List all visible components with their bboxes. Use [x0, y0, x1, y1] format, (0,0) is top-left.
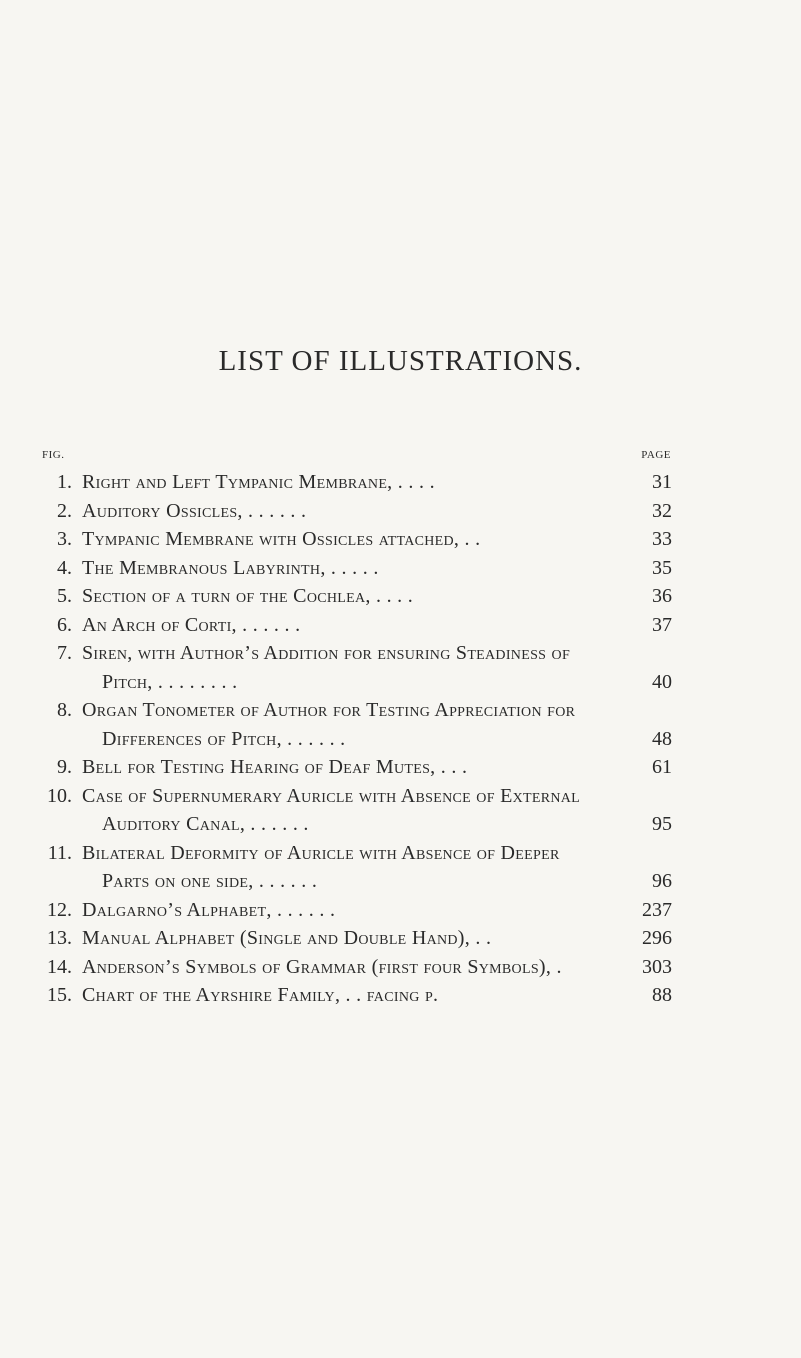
page-number: 32 — [652, 499, 672, 522]
page-number: 40 — [652, 670, 672, 693]
list-item — [42, 497, 672, 526]
page-number: 36 — [652, 585, 672, 607]
page-number: 303 — [642, 955, 672, 978]
page-number: 61 — [652, 756, 672, 778]
figure-caption: Bell for Testing Hearing of Deaf Mutes, . . . — [82, 756, 468, 778]
page-number: 88 — [652, 984, 672, 1006]
figure-caption-continued: Parts on one side, . . . . . . — [102, 870, 318, 892]
list-item — [42, 639, 672, 696]
fig-column-header: FIG. — [42, 449, 65, 461]
list-item — [42, 525, 672, 554]
list-item — [42, 953, 672, 982]
list-item — [42, 753, 672, 782]
list-item — [42, 696, 672, 753]
figure-number: 6. — [57, 613, 72, 636]
figure-caption: Anderson’s Symbols of Grammar (first four Symbols), . — [82, 955, 562, 978]
figure-caption: Organ Tonometer of Author for Testing Appreciation for — [82, 699, 576, 721]
page-number: 48 — [652, 727, 672, 750]
figure-number: 13. — [47, 927, 72, 949]
figure-number: 14. — [47, 955, 72, 978]
page-number: 95 — [652, 813, 672, 835]
figure-number: 5. — [57, 585, 72, 607]
list-item — [42, 839, 672, 896]
page-number: 31 — [652, 471, 672, 493]
figure-caption: Chart of the Ayrshire Family, . . facing p. — [82, 984, 439, 1006]
figure-caption: Bilateral Deformity of Auricle with Absence of Deeper — [82, 841, 560, 864]
page-column-header: PAGE — [641, 449, 671, 461]
figure-caption: Section of a turn of the Cochlea, . . . . — [82, 585, 414, 607]
figure-caption: Siren, with Author’s Addition for ensuring Steadiness of — [82, 642, 571, 664]
figure-number: 2. — [57, 499, 72, 522]
list-item — [42, 782, 672, 839]
illustrations-list — [42, 468, 672, 1010]
list-item — [42, 468, 672, 497]
figure-caption: Case of Supernumerary Auricle with Absence of External — [82, 784, 581, 807]
figure-number: 4. — [57, 556, 72, 579]
figure-caption: The Membranous Labyrinth, . . . . . — [82, 556, 379, 579]
figure-caption: Right and Left Tympanic Membrane, . . . . — [82, 471, 435, 493]
figure-caption: Dalgarno’s Alphabet, . . . . . . — [82, 898, 336, 921]
list-item — [42, 981, 672, 1010]
figure-caption-continued: Auditory Canal, . . . . . . — [102, 813, 309, 835]
list-item — [42, 896, 672, 925]
list-item — [42, 554, 672, 583]
figure-number: 11. — [47, 841, 72, 864]
page-number: 35 — [652, 556, 672, 579]
figure-number: 15. — [47, 984, 72, 1006]
figure-caption: Tympanic Membrane with Ossicles attached, . . — [82, 528, 481, 550]
figure-caption: Manual Alphabet (Single and Double Hand), . . — [82, 927, 492, 949]
list-item — [42, 611, 672, 640]
figure-caption-continued: Differences of Pitch, . . . . . . — [102, 727, 346, 750]
figure-number: 12. — [47, 898, 72, 921]
figure-number: 3. — [57, 528, 72, 550]
figure-caption-continued: Pitch, . . . . . . . . — [102, 670, 238, 693]
page-number: 296 — [642, 927, 672, 949]
figure-number: 1. — [57, 471, 72, 493]
page-number: 37 — [652, 613, 672, 636]
page-number: 33 — [652, 528, 672, 550]
figure-number: 8. — [57, 699, 72, 721]
figure-caption: Auditory Ossicles, . . . . . . — [82, 499, 307, 522]
figure-caption: An Arch of Corti, . . . . . . — [82, 613, 301, 636]
figure-number: 9. — [57, 756, 72, 778]
page-number: 237 — [642, 898, 672, 921]
figure-number: 10. — [47, 784, 72, 807]
page-number: 96 — [652, 870, 672, 892]
page-title: LIST OF ILLUSTRATIONS. — [218, 345, 583, 377]
list-item — [42, 582, 672, 611]
list-item — [42, 924, 672, 953]
figure-number: 7. — [57, 642, 72, 664]
